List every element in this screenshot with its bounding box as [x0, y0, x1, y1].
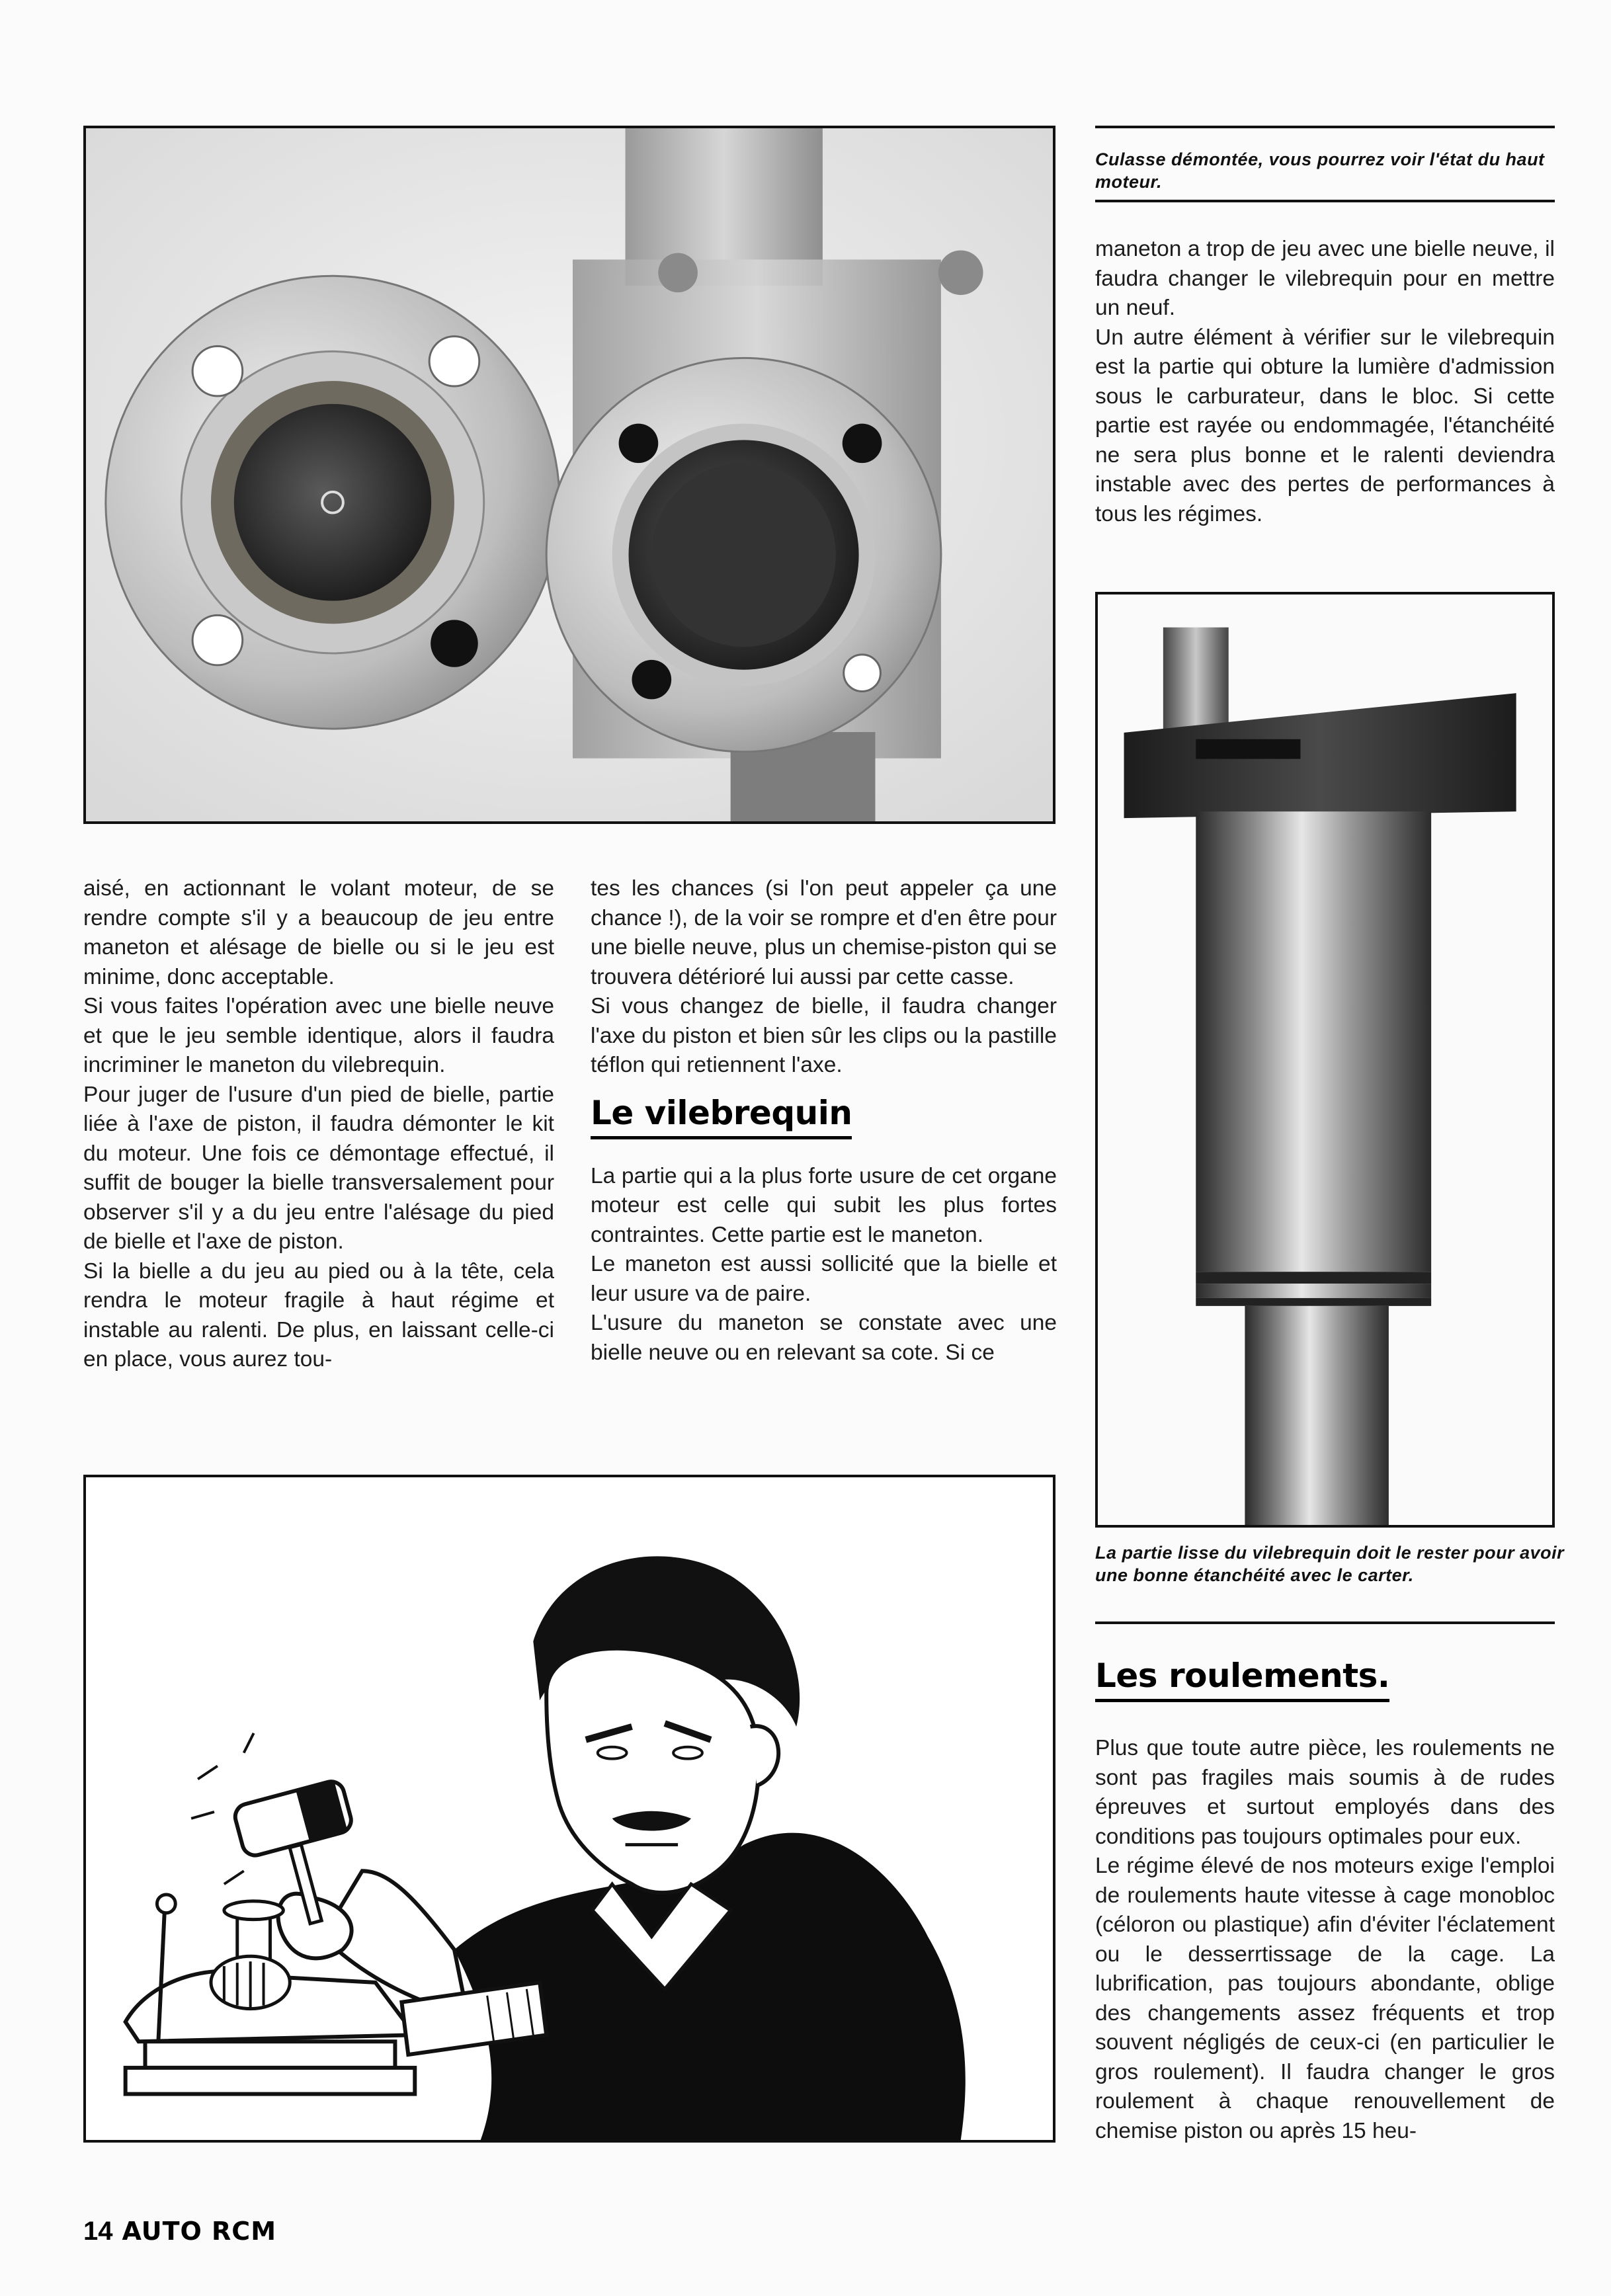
crankshaft-photo [1095, 592, 1555, 1528]
right-column-top [1095, 235, 1555, 529]
right-column-bottom [1095, 1734, 1555, 2146]
right-top-paragraph-2: Un autre élément à vérifier sur le vilebrequin est la partie qui obture la lumière d'admission sous le carburateur, dans le bloc. Si cette partie est rayée ou endommagée, l'étanchéité ne sera plus bonne et le ralenti deviendra instable avec des pertes de performances à tous les régimes. [1095, 325, 1555, 526]
heading-roulements-wrapper [1095, 1657, 1389, 1702]
caption-crankshaft-rule [1095, 1621, 1555, 1624]
left-paragraph-1: aisé, en actionnant le volant moteur, de se rendre compte s'il y a beaucoup de jeu entre maneton et alésage de bielle ou si le jeu est minime, donc acceptable. [83, 876, 554, 989]
caption-crankshaft: La partie lisse du vilebrequin doit le rester pour avoir une bonne étanchéité avec le carter. [1095, 1543, 1565, 1585]
middle-paragraph-4: Le maneton est aussi sollicité que la bielle et leur usure va de paire. [591, 1252, 1057, 1306]
middle-paragraph-1: tes les chances (si l'on peut appeler ça une chance !), de la voir se rompre et d'en être pour une bielle neuve, plus un chemise-piston qui se trouvera détérioré lui aussi par cette casse. [591, 876, 1057, 989]
middle-paragraph-5: L'usure du maneton se constate avec une bielle neuve ou en relevant sa cote. Si ce [591, 1311, 1057, 1365]
mechanic-cartoon-illustration [83, 1475, 1055, 2143]
middle-column [591, 874, 1057, 1368]
right-bottom-paragraph-1: Plus que toute autre pièce, les roulements ne sont pas fragiles mais soumis à de rudes épreuves et surtout employés dans des conditions pas toujours optimales pour eux. [1095, 1736, 1555, 1849]
middle-paragraph-3: La partie qui a la plus forte usure de cet organe moteur est celle qui subit les plus fortes contraintes. Cette partie est le maneton. [591, 1163, 1057, 1247]
page-number: 14 [83, 2217, 113, 2246]
caption-top-rule-bottom [1095, 200, 1555, 202]
magazine-name: AUTO RCM [122, 2217, 277, 2246]
left-paragraph-4: Si la bielle a du jeu au pied ou à la tête, cela rendra le moteur fragile à haut régime et instable au ralenti. De plus, en laissant celle-ci en place, vous aurez tou- [83, 1258, 554, 1372]
heading-vilebrequin: Le vilebrequin [591, 1094, 852, 1139]
page-footer [83, 2217, 276, 2246]
middle-paragraph-2: Si vous changez de bielle, il faudra changer l'axe du piston et bien sûr les clips ou la pastille téflon qui retiennent l'axe. [591, 994, 1057, 1077]
left-column [83, 874, 554, 1375]
left-paragraph-3: Pour juger de l'usure d'un pied de bielle, partie liée à l'axe de piston, il faudra démonter le kit du moteur. Une fois ce démontage effectué, il suffit de bouger la bielle transversalement pour observer s'il y a du jeu entre l'alésage du pied de bielle et l'axe de piston. [83, 1082, 554, 1254]
right-bottom-paragraph-2: Le régime élevé de nos moteurs exige l'emploi de roulements haute vitesse à cage monobloc (céloron ou plastique) afin d'éviter l'éclatement ou le desserrtissage de la cage. La lubrification, pas toujours abondante, oblige des changements assez fréquents et trop souvent négligés de ceux-ci (en particulier le gros roulement). Il faudra changer le gros roulement à chaque renouvellement de chemise piston ou après 15 heu- [1095, 1854, 1555, 2143]
right-top-paragraph-1: maneton a trop de jeu avec une bielle neuve, il faudra changer le vilebrequin pour en mettre un neuf. [1095, 237, 1555, 320]
caption-top-rule [1095, 126, 1555, 128]
caption-top: Culasse démontée, vous pourrez voir l'état du haut moteur. [1095, 149, 1545, 192]
heading-roulements: Les roulements. [1095, 1657, 1389, 1702]
cylinder-head-photo [83, 126, 1055, 824]
left-paragraph-2: Si vous faites l'opération avec une bielle neuve et que le jeu semble identique, alors il faudra incriminer le maneton du vilebrequin. [83, 994, 554, 1077]
